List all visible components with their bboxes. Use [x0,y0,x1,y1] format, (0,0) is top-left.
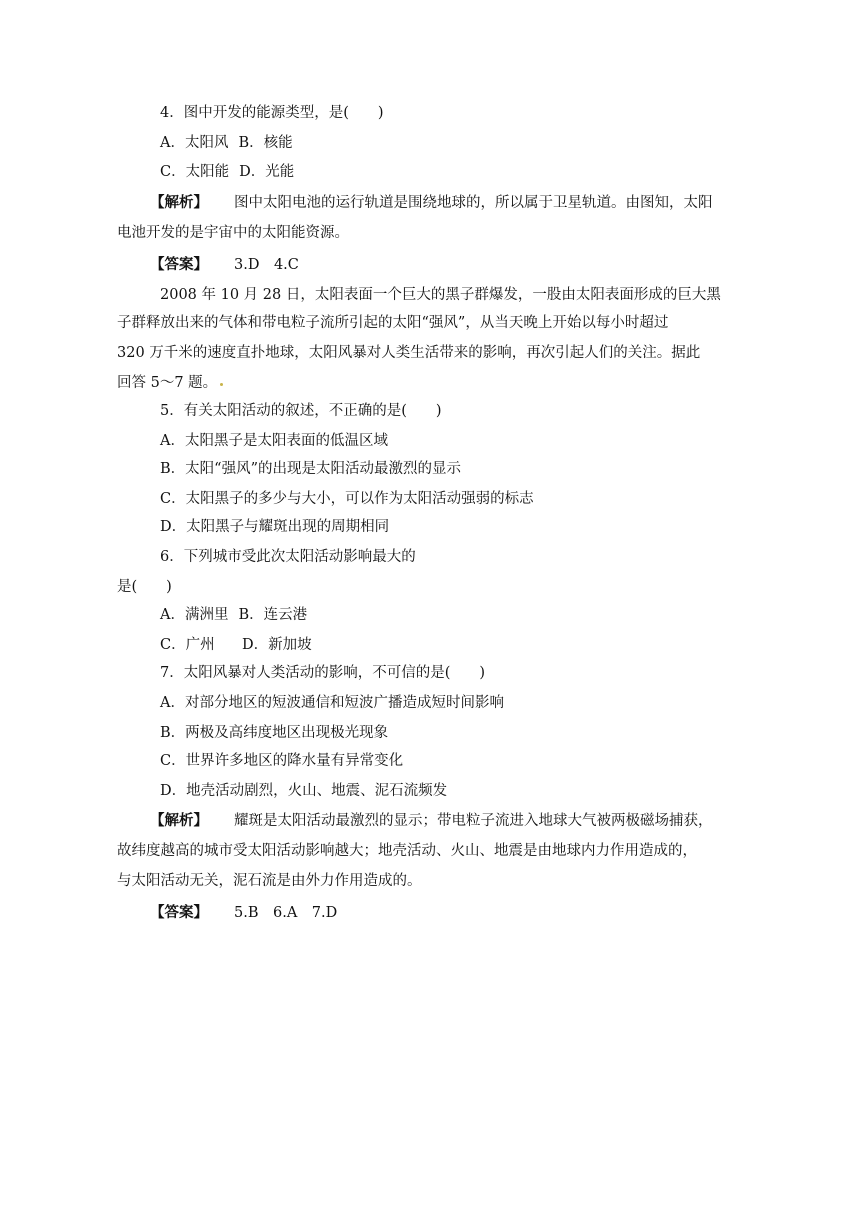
q7-option-a: A．对部分地区的短波通信和短波广播造成短时间影响 [160,695,504,711]
q4-options-cd [0,162,294,182]
analysis-tag: 【解析】 [150,812,208,829]
analysis-2-line-2: 故纬度越高的城市受太阳活动影响越大；地壳活动、火山、地震是由地球内力作用造成的， [117,843,697,859]
q6-stem-line-1: 6．下列城市受此次太阳活动影响最大的 [160,549,416,565]
q6-option-d: D．新加坡 [242,637,312,653]
passage-line-1: 2008 年 10 月 28 日，太阳表面一个巨大的黑子群爆发，一股由太阳表面形成的巨大黑 [160,287,721,303]
answer-2 [0,903,337,923]
scan-dot [220,383,223,386]
q4-option-a: A．太阳风 [160,135,229,151]
q7-option-c: C．世界许多地区的降水量有异常变化 [160,753,404,769]
q7-option-b: B．两极及高纬度地区出现极光现象 [160,725,389,741]
passage-line-2: 子群释放出来的气体和带电粒子流所引起的太阳“强风”，从当天晚上开始以每小时超过 [117,315,669,331]
answer-1 [0,255,299,275]
analysis-1-text-1: 图中太阳电池的运行轨道是围绕地球的，所以属于卫星轨道。由图知，太阳 [234,195,713,211]
q4-option-c: C．太阳能 [160,164,230,180]
answer-2-text: 5.B 6.A 7.D [234,905,338,921]
q4-option-d: D．光能 [239,164,295,180]
q6-options-cd [0,635,312,655]
q6-stem-line-2: 是( ) [117,579,172,595]
passage-text-4: 回答 5～7 题。 [117,375,218,391]
answer-tag: 【答案】 [150,904,208,921]
q5-option-b: B．太阳“强风”的出现是太阳活动最激烈的显示 [160,461,461,477]
analysis-1-line-1 [0,193,713,213]
q4-stem: 4．图中开发的能源类型，是( ) [160,105,384,121]
analysis-2-line-1 [0,811,713,831]
q6-option-b: B．连云港 [238,607,308,623]
q6-option-a: A．满洲里 [160,607,229,623]
q4-option-b: B．核能 [238,135,293,151]
q5-option-c: C．太阳黑子的多少与大小，可以作为太阳活动强弱的标志 [160,491,534,507]
q7-option-d: D．地壳活动剧烈，火山、地震、泥石流频发 [160,783,448,799]
analysis-1-line-2: 电池开发的是宇宙中的太阳能资源。 [117,225,349,241]
answer-1-text: 3.D 4.C [234,257,299,273]
answer-tag: 【答案】 [150,256,208,273]
q7-stem: 7．太阳风暴对人类活动的影响，不可信的是( ) [160,665,486,681]
q6-option-c: C．广州 [160,637,215,653]
q5-stem: 5．有关太阳活动的叙述，不正确的是( ) [160,403,442,419]
analysis-2-text-1: 耀斑是太阳活动最激烈的显示；带电粒子流进入地球大气被两极磁场捕获， [234,813,713,829]
analysis-2-line-3: 与太阳活动无关，泥石流是由外力作用造成的。 [117,873,422,889]
q4-options-ab [0,133,293,153]
q5-option-d: D．太阳黑子与耀斑出现的周期相同 [160,519,390,535]
analysis-tag: 【解析】 [150,194,208,211]
q5-option-a: A．太阳黑子是太阳表面的低温区域 [160,433,388,449]
passage-line-4 [0,373,223,393]
q6-options-ab [0,605,307,625]
passage-line-3: 320 万千米的速度直扑地球，太阳风暴对人类生活带来的影响，再次引起人们的关注。据此 [117,345,701,361]
